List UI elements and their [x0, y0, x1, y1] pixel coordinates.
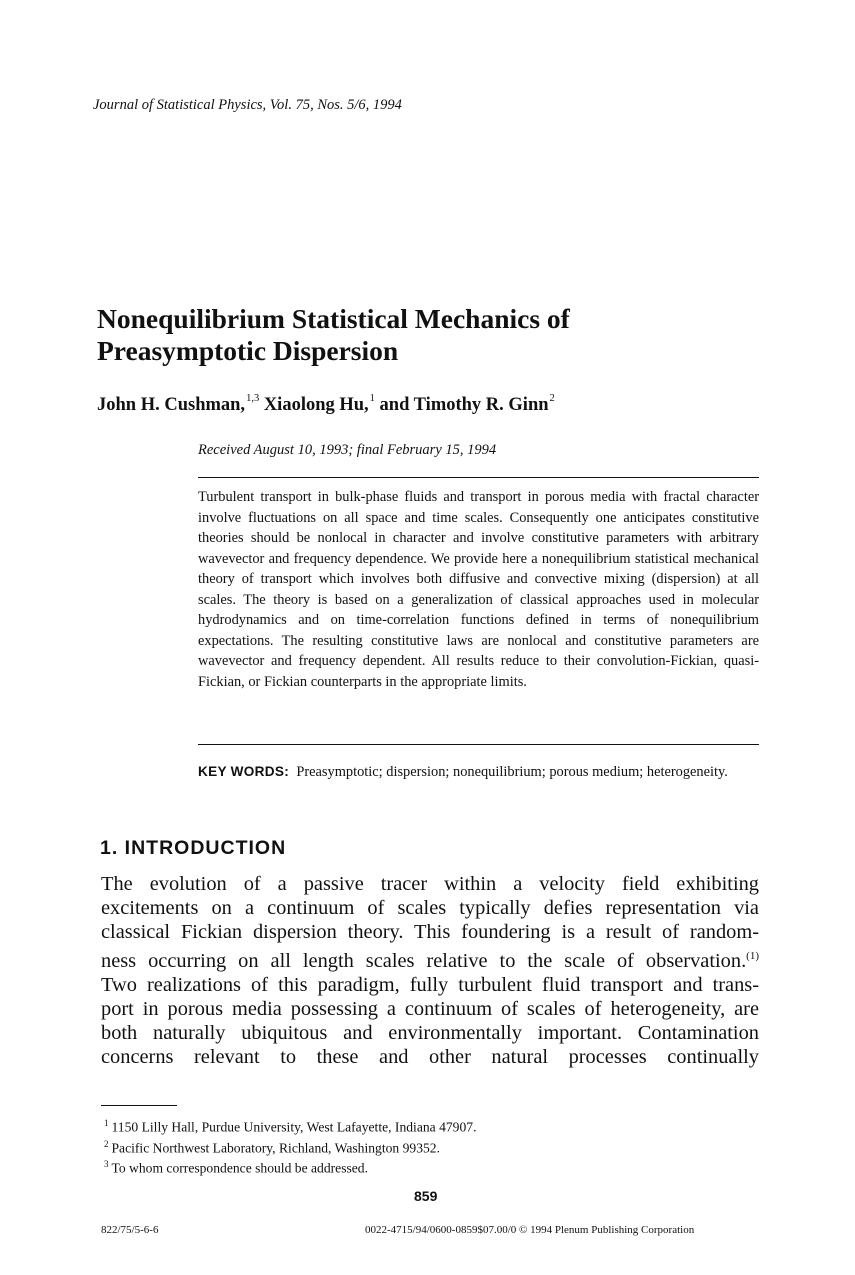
keywords-label: KEY WORDS:	[198, 764, 290, 779]
abstract: Turbulent transport in bulk-phase fluids and transport in porous media with fractal character involve fluctuations on all space and time scales. Consequently one anticipates constitutive theories should be nonlocal in character and involve constitutive parameters with arbitrary wavevector and frequency dependence. We provide here a nonequilibrium statistical mechanical theory of transport which involves both diffusive and convective mixing (dispersion) at all scales. The theory is based on a generalization of classical approaches used in molecular hydrodynamics and on time-correlation functions defined in terms of nonequilibrium expectations. The resulting constitutive laws are nonlocal and constitutive parameters are wavevector and frequency dependent. All results reduce to their convolution-Fickian, quasi-Fickian, or Fickian counterparts in the appropriate limits.	[198, 489, 759, 690]
footnote	[104, 1115, 476, 1136]
footnote-text: 1150 Lilly Hall, Purdue University, West Lafayette, Indiana 47907.	[111, 1119, 477, 1135]
author-name: Timothy R. Ginn	[413, 395, 549, 416]
footnote-mark: 2	[104, 1138, 109, 1149]
body-line: The evolution of a passive tracer within a velocity field exhibiting	[101, 873, 759, 895]
title-line: Nonequilibrium Statistical Mechanics of	[97, 303, 570, 334]
journal-citation: Journal of Statistical Physics, Vol. 75, Nos. 5/6, 1994	[93, 97, 402, 113]
footnote-text: To whom correspondence should be addressed.	[111, 1160, 369, 1176]
author-name: John H. Cushman,	[97, 395, 246, 416]
abstract-top-rule	[198, 477, 759, 478]
body-line: excitements on a continuum of scales typically defies representation via	[101, 897, 759, 919]
copyright-line: 0022-4715/94/0600-0859$07.00/0 © 1994 Plenum Publishing Corporation	[365, 1224, 695, 1236]
author-affiliation-mark: 2	[549, 393, 555, 404]
section-heading: 1. INTRODUCTION	[100, 837, 287, 859]
citation-mark: (1)	[746, 950, 759, 962]
body-line: both naturally ubiquitous and environmentally important. Contamination	[101, 1021, 759, 1044]
author-list	[97, 395, 555, 416]
keywords	[198, 762, 759, 783]
received-dates: Received August 10, 1993; final February 15, 1994	[198, 442, 497, 458]
body-line: Two realizations of this paradigm, fully turbulent fluid transport and trans-	[101, 973, 759, 996]
footnote	[104, 1156, 476, 1177]
page-number: 859	[414, 1188, 438, 1204]
abstract-bottom-rule	[198, 744, 759, 745]
footnote-text: Pacific Northwest Laboratory, Richland, Washington 99352.	[111, 1140, 440, 1156]
body-line	[101, 944, 759, 973]
keywords-text: Preasymptotic; dispersion; nonequilibrium; porous medium; heterogeneity.	[296, 764, 728, 780]
body-line: port in porous media possessing a continuum of scales of heterogeneity, are	[101, 997, 759, 1020]
footnote-mark: 3	[104, 1159, 109, 1170]
author-affiliation-mark: 1,3	[246, 393, 260, 404]
footnote	[104, 1136, 476, 1157]
paper-title	[97, 303, 570, 367]
author-affiliation-mark: 1	[369, 393, 375, 404]
title-line: Preasymptotic Dispersion	[97, 335, 399, 366]
body-line: classical Fickian dispersion theory. This foundering is a result of random-	[101, 921, 759, 943]
footnotes	[104, 1115, 476, 1177]
introduction-text	[101, 872, 759, 1069]
publication-code: 822/75/5-6-6	[101, 1224, 159, 1236]
body-line: concerns relevant to these and other natural processes continually	[101, 1045, 759, 1068]
body-line-text: ness occurring on all length scales relative to the scale of observation.	[101, 949, 747, 972]
footnote-rule	[101, 1105, 177, 1106]
footnote-mark: 1	[104, 1118, 109, 1128]
author-connector: and	[379, 395, 410, 416]
author-name: Xiaolong Hu,	[263, 395, 369, 416]
